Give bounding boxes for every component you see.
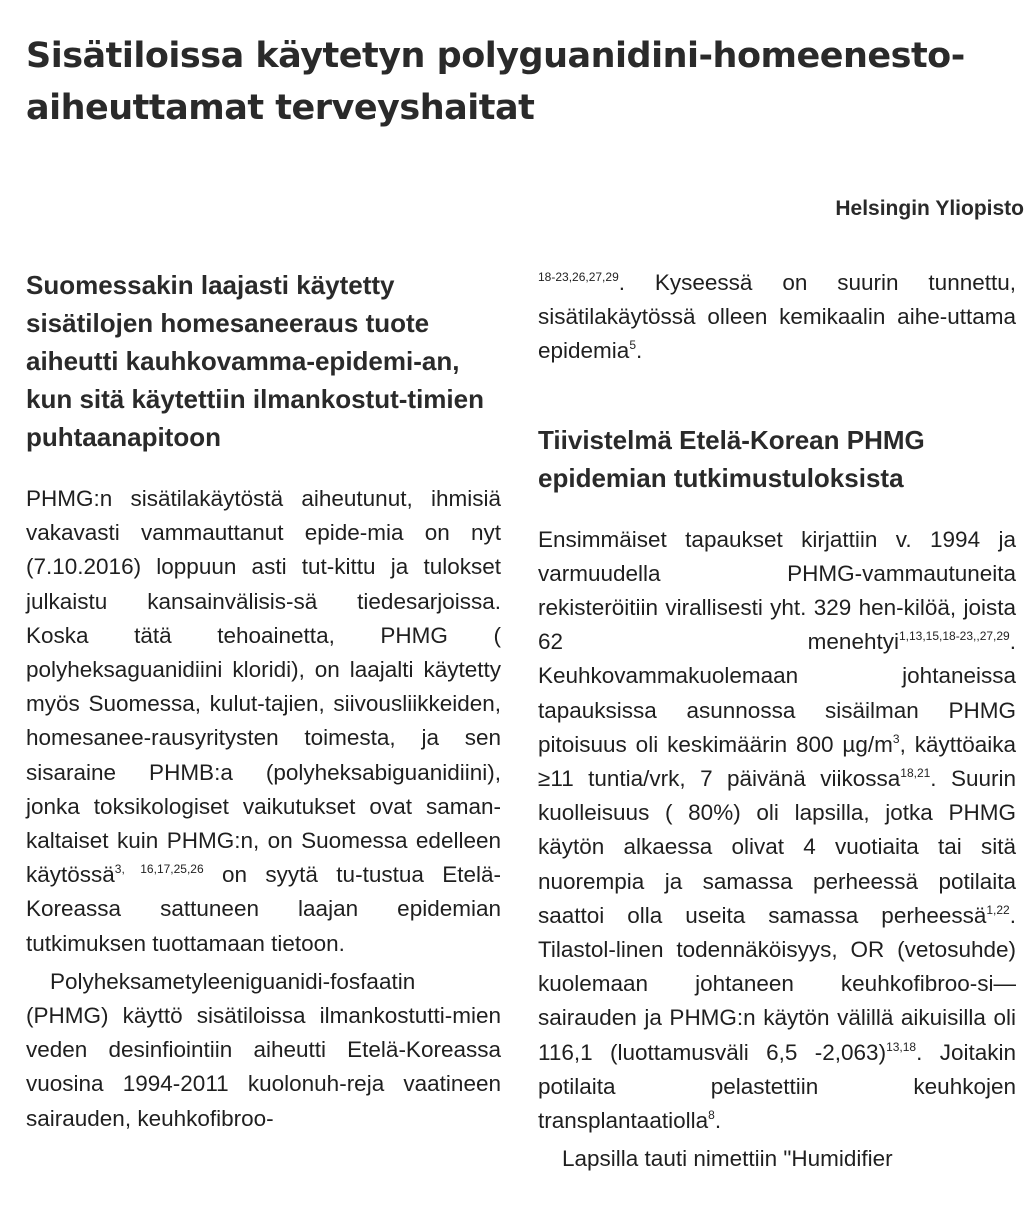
- paragraph-phmg: Polyheksametyleeniguanidi-fosfaatin (PHMG) käyttö sisätiloissa ilmankostutti-mien veden desinfiointiin aiheutti Etelä-Koreassa vuosina 1994-2011 kuolonuh-reja vaatineen sairauden, keuhkofibroo-: [26, 968, 501, 1131]
- reference-marker: 18,21: [900, 766, 931, 781]
- reference-marker: 18-23,26,27,29: [538, 270, 619, 284]
- paragraph-continued-text: . Kyseessä on suurin tunnettu, sisätilakäytössä olleen kemikaalin aihe-uttama epidemia: [538, 270, 1016, 364]
- reference-marker: 1,22: [986, 902, 1010, 917]
- summary-text: . Keuhkovammakuolemaan johtaneissa tapauksissa asunnossa sisäilman PHMG pitoisuus oli keskimäärin 800 µg/m: [538, 629, 1016, 757]
- reference-marker: 1,13,15,18-23,,27,29: [898, 629, 1010, 644]
- summary-text: . Tilastol-linen todennäköisyys, OR (vetosuhde) kuolemaan johtaneen keuhkofibroo-si—sairauden ja PHMG:n käytön välillä aikuisilla oli 116,1 (luottamusväli 6,5 -2,063): [538, 902, 1016, 1065]
- right-column: [538, 266, 1016, 1176]
- left-column: [26, 266, 501, 1136]
- reference-marker: 3, 16,17,25,26: [114, 862, 204, 877]
- reference-marker: 13,18: [886, 1039, 917, 1054]
- summary-text: , käyttöaika ≥11 tuntia/vrk, 7 päivänä viikossa: [538, 731, 1016, 792]
- summary-text: .: [714, 1108, 722, 1134]
- reference-marker: 8: [708, 1108, 715, 1123]
- section-heading: Tiivistelmä Etelä-Korean PHMG epidemian tutkimustuloksista: [538, 424, 925, 493]
- summary-text: Ensimmäiset tapaukset kirjattiin v. 1994 ja varmuudella PHMG-vammautuneita rekisteröitiin virallisesti yht. 329 hen-kilöä, joista 62 menehtyi: [538, 526, 1016, 655]
- article-title: Sisätiloissa käytetyn polyguanidini-homeenesto-aiheuttamat terveyshaitat: [26, 36, 965, 128]
- paragraph-intro-text: PHMG:n sisätilakäytöstä aiheutunut, ihmisiä vakavasti vammauttanut epide-mia on nyt (7.10.2016) loppuun asti tut-kittu ja tulokset julkaistu kansainvälisis-sä tiedesarjoissa. Koska tätä tehoainetta, PHMG ( polyheksaguanidiini kloridi), on laajalti käytetty myös Suomessa, kulut-tajien, siivousliikkeiden, homesanee-rausyritysten toimesta, ja sen sisaraine PHMB:a (polyheksabiguanidiini), jonka toksikologiset vaikutukset ovat saman-kaltaiset kuin PHMG:n, on Suomessa edelleen käytössä: [26, 486, 501, 888]
- affiliation: Helsingin Yliopisto: [835, 197, 1024, 220]
- summary-text: . Suurin kuolleisuus ( 80%) oli lapsilla, jotka PHMG käytön alkaessa olivat 4 vuotiaita tai sitä nuorempia ja samassa perheessä potilaita saattoi olla useita samassa perheessä: [538, 766, 1017, 928]
- lead-heading: Suomessakin laajasti käytetty sisätilojen homesaneeraus tuote aiheutti kauhkovamma-epidemi-an, kun sitä käytettiin ilmankostut-timien puhtaanapitoon: [26, 270, 484, 452]
- paragraph-continued: [538, 266, 1016, 369]
- paragraph-summary: [538, 523, 1016, 1139]
- paragraph-continued-end: .: [636, 338, 643, 364]
- summary-text: . Joitakin potilaita pelastettiin keuhkojen transplantaatiolla: [538, 1039, 1017, 1134]
- paragraph-intro: [26, 482, 501, 961]
- superscript-unit: 3: [892, 731, 900, 746]
- reference-marker: 5: [629, 338, 636, 353]
- paragraph-children: Lapsilla tauti nimettiin "Humidifier: [562, 1146, 893, 1172]
- paragraph-intro-text-end: on syytä tu-tustua Etelä-Koreassa sattuneen laajan epidemian tutkimuksen tuottamaan tietoon.: [26, 862, 502, 956]
